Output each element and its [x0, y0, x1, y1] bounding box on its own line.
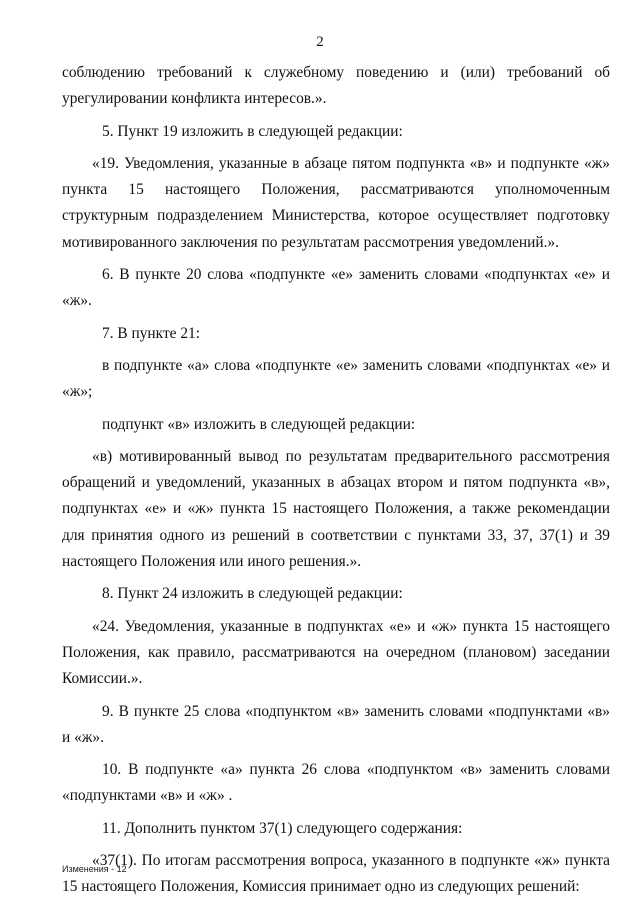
paragraph-quote-24: «24. Уведомления, указанные в подпунктах «е» и «ж» пункта 15 настоящего Положения, как правило, рассматриваются на очередном (плановом) заседании Комиссии.».	[62, 617, 610, 688]
paragraph-subitem-v: подпункт «в» изложить в следующей редакции:	[102, 415, 416, 433]
paragraph-quote-37-1: «37(1). По итогам рассмотрения вопроса, указанного в подпункте «ж» пункта 15 настоящего Положения, Комиссия принимает одно из следующих решений:	[62, 852, 610, 896]
paragraph-item-7: 7. В пункте 21:	[102, 324, 201, 342]
paragraph-quote-19: «19. Уведомления, указанные в абзаце пятом подпункта «в» и подпункте «ж» пункта 15 настоящего Положения, рассматриваются уполномоченным структурным подразделением Министерства, которое осуществляет подготовку мотивированного заключения по результатам рассмотрения уведомлений.».	[62, 154, 610, 251]
document-body	[62, 60, 610, 901]
paragraph-item-5: 5. Пункт 19 изложить в следующей редакции:	[102, 122, 403, 140]
footer-label: Изменения - 12	[62, 864, 127, 874]
page-number: 2	[316, 34, 324, 50]
paragraph-item-8: 8. Пункт 24 изложить в следующей редакции:	[102, 585, 403, 603]
paragraph-quote-v: «в) мотивированный вывод по результатам предварительного рассмотрения обращений и уведомлений, указанных в абзацах втором и пятом подпункта «в», подпунктах «е» и «ж» пункта 15 настоящего Положения, а также рекомендации для принятия одного из решений в соответствии с пунктами 33, 37, 37(1) и 39 настоящего Положения или иного решения.».	[62, 447, 610, 571]
paragraph-subitem-a: в подпункте «а» слова «подпункте «е» заменить словами «подпунктах «е» и «ж»;	[62, 356, 610, 401]
paragraph-item-10: 10. В подпункте «а» пункта 26 слова «подпунктом «в» заменить словами «подпунктами «в» и «ж» .	[62, 761, 610, 805]
paragraph-continuation: соблюдению требований к служебному поведению и (или) требований об урегулировании конфликта интересов.».	[62, 64, 610, 108]
paragraph-item-6: 6. В пункте 20 слова «подпункте «е» заменить словами «подпунктах «е» и «ж».	[62, 266, 610, 310]
paragraph-item-11: 11. Дополнить пунктом 37(1) следующего содержания:	[102, 819, 463, 837]
paragraph-item-9: 9. В пункте 25 слова «подпунктом «в» заменить словами «подпунктами «в» и «ж».	[62, 702, 610, 746]
